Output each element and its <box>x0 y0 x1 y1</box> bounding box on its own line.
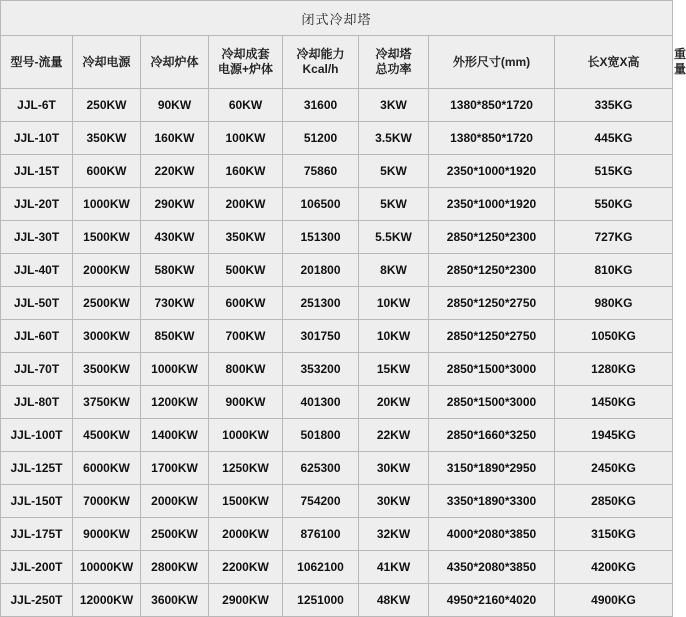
cell-r8-c6: 2850*1500*3000 <box>429 353 555 386</box>
cell-r9-c5: 20KW <box>359 386 429 419</box>
cell-r5-c6: 2850*1250*2300 <box>429 254 555 287</box>
cell-r10-c2: 1400KW <box>141 419 209 452</box>
cell-r9-c3: 900KW <box>209 386 283 419</box>
cell-r15-c5: 48KW <box>359 584 429 617</box>
cell-r14-c7: 4200KG <box>555 551 673 584</box>
cell-r8-c7: 1280KG <box>555 353 673 386</box>
column-header-2 <box>141 36 209 89</box>
cell-r3-c0: JJL-20T <box>1 188 73 221</box>
cell-r15-c3: 2900KW <box>209 584 283 617</box>
column-header-line1-1: 冷却电源 <box>82 54 131 69</box>
cell-r9-c0: JJL-80T <box>1 386 73 419</box>
cell-r8-c4: 353200 <box>283 353 359 386</box>
cell-r5-c4: 201800 <box>283 254 359 287</box>
table-row <box>1 518 673 551</box>
column-header-1 <box>73 36 141 89</box>
cell-r7-c6: 2850*1250*2750 <box>429 320 555 353</box>
cell-r1-c0: JJL-10T <box>1 122 73 155</box>
cell-r1-c5: 3.5KW <box>359 122 429 155</box>
table-row <box>1 254 673 287</box>
cell-r1-c2: 160KW <box>141 122 209 155</box>
cell-r1-c7: 445KG <box>555 122 673 155</box>
cell-r2-c5: 5KW <box>359 155 429 188</box>
table-row <box>1 485 673 518</box>
cell-r7-c2: 850KW <box>141 320 209 353</box>
cell-r8-c1: 3500KW <box>73 353 141 386</box>
cell-r3-c6: 2350*1000*1920 <box>429 188 555 221</box>
table-row <box>1 386 673 419</box>
cell-r3-c7: 550KG <box>555 188 673 221</box>
cell-r14-c0: JJL-200T <box>1 551 73 584</box>
cell-r15-c6: 4950*2160*4020 <box>429 584 555 617</box>
column-header-4 <box>283 36 359 89</box>
cell-r6-c5: 10KW <box>359 287 429 320</box>
cell-r12-c1: 7000KW <box>73 485 141 518</box>
cell-r7-c7: 1050KG <box>555 320 673 353</box>
cell-r6-c7: 980KG <box>555 287 673 320</box>
table-row <box>1 221 673 254</box>
cell-r7-c1: 3000KW <box>73 320 141 353</box>
cell-r8-c3: 800KW <box>209 353 283 386</box>
cell-r9-c7: 1450KG <box>555 386 673 419</box>
cell-r2-c1: 600KW <box>73 155 141 188</box>
cell-r4-c7: 727KG <box>555 221 673 254</box>
cell-r4-c5: 5.5KW <box>359 221 429 254</box>
cell-r5-c5: 8KW <box>359 254 429 287</box>
cell-r12-c3: 1500KW <box>209 485 283 518</box>
cell-r9-c2: 1200KW <box>141 386 209 419</box>
cell-r14-c2: 2800KW <box>141 551 209 584</box>
cell-r6-c3: 600KW <box>209 287 283 320</box>
column-header-7 <box>555 36 673 89</box>
cell-r2-c7: 515KG <box>555 155 673 188</box>
cell-r8-c5: 15KW <box>359 353 429 386</box>
cell-r13-c2: 2500KW <box>141 518 209 551</box>
column-header-line1-0: 型号-流量 <box>10 54 63 69</box>
cell-r11-c4: 625300 <box>283 452 359 485</box>
cell-r7-c3: 700KW <box>209 320 283 353</box>
cell-r14-c6: 4350*2080*3850 <box>429 551 555 584</box>
cell-r13-c7: 3150KG <box>555 518 673 551</box>
cell-r4-c0: JJL-30T <box>1 221 73 254</box>
cell-r0-c7: 335KG <box>555 89 673 122</box>
cell-r11-c3: 1250KW <box>209 452 283 485</box>
cell-r4-c2: 430KW <box>141 221 209 254</box>
cell-r11-c0: JJL-125T <box>1 452 73 485</box>
cell-r0-c0: JJL-6T <box>1 89 73 122</box>
cell-r1-c3: 100KW <box>209 122 283 155</box>
table-row <box>1 122 673 155</box>
cell-r3-c4: 106500 <box>283 188 359 221</box>
cell-r7-c0: JJL-60T <box>1 320 73 353</box>
column-header-3 <box>209 36 283 89</box>
column-header-line2-5: 总功率 <box>375 62 412 76</box>
cell-r8-c2: 1000KW <box>141 353 209 386</box>
cell-r14-c1: 10000KW <box>73 551 141 584</box>
cell-r3-c1: 1000KW <box>73 188 141 221</box>
table-row <box>1 89 673 122</box>
cell-r2-c0: JJL-15T <box>1 155 73 188</box>
table-row <box>1 320 673 353</box>
cell-r13-c0: JJL-175T <box>1 518 73 551</box>
cell-r0-c3: 60KW <box>209 89 283 122</box>
column-header-line1-2: 冷却炉体 <box>150 54 199 69</box>
cell-r1-c6: 1380*850*1720 <box>429 122 555 155</box>
cell-r5-c2: 580KW <box>141 254 209 287</box>
cell-r10-c7: 1945KG <box>555 419 673 452</box>
cell-r9-c4: 401300 <box>283 386 359 419</box>
cell-r1-c4: 51200 <box>283 122 359 155</box>
column-header-5 <box>359 36 429 89</box>
column-header-line1-6: 外形尺寸(mm) <box>452 54 531 69</box>
cell-r15-c2: 3600KW <box>141 584 209 617</box>
cell-r12-c0: JJL-150T <box>1 485 73 518</box>
cell-r14-c5: 41KW <box>359 551 429 584</box>
cell-r0-c5: 3KW <box>359 89 429 122</box>
cell-r5-c7: 810KG <box>555 254 673 287</box>
table-row <box>1 584 673 617</box>
cell-r15-c4: 1251000 <box>283 584 359 617</box>
cell-r6-c4: 251300 <box>283 287 359 320</box>
cell-r12-c4: 754200 <box>283 485 359 518</box>
column-header-line1-3: 冷却成套 <box>221 47 270 61</box>
cell-r10-c3: 1000KW <box>209 419 283 452</box>
cell-r13-c3: 2000KW <box>209 518 283 551</box>
column-header-line1-4: 冷却能力 <box>296 47 345 61</box>
cell-r10-c5: 22KW <box>359 419 429 452</box>
cell-r3-c5: 5KW <box>359 188 429 221</box>
cell-r7-c5: 10KW <box>359 320 429 353</box>
cell-r5-c1: 2000KW <box>73 254 141 287</box>
cell-r2-c4: 75860 <box>283 155 359 188</box>
cell-r15-c1: 12000KW <box>73 584 141 617</box>
column-header-6 <box>429 36 555 89</box>
cell-r2-c2: 220KW <box>141 155 209 188</box>
cell-r3-c2: 290KW <box>141 188 209 221</box>
table-row <box>1 419 673 452</box>
cell-r15-c0: JJL-250T <box>1 584 73 617</box>
cell-r13-c5: 32KW <box>359 518 429 551</box>
cell-r0-c1: 250KW <box>73 89 141 122</box>
cell-r4-c6: 2850*1250*2300 <box>429 221 555 254</box>
cell-r14-c4: 1062100 <box>283 551 359 584</box>
cell-r0-c2: 90KW <box>141 89 209 122</box>
cell-r12-c2: 2000KW <box>141 485 209 518</box>
cell-r6-c2: 730KW <box>141 287 209 320</box>
column-header-line1-5: 冷却塔 <box>375 47 412 61</box>
cell-r3-c3: 200KW <box>209 188 283 221</box>
cell-r8-c0: JJL-70T <box>1 353 73 386</box>
cell-r10-c0: JJL-100T <box>1 419 73 452</box>
cell-r4-c1: 1500KW <box>73 221 141 254</box>
table-title-row <box>1 1 673 36</box>
cell-r12-c5: 30KW <box>359 485 429 518</box>
cell-r6-c0: JJL-50T <box>1 287 73 320</box>
cell-r11-c5: 30KW <box>359 452 429 485</box>
cell-r15-c7: 4900KG <box>555 584 673 617</box>
cell-r9-c1: 3750KW <box>73 386 141 419</box>
cell-r11-c1: 6000KW <box>73 452 141 485</box>
cell-r6-c1: 2500KW <box>73 287 141 320</box>
cell-r13-c4: 876100 <box>283 518 359 551</box>
cell-r12-c7: 2850KG <box>555 485 673 518</box>
cell-r5-c3: 500KW <box>209 254 283 287</box>
cell-r2-c3: 160KW <box>209 155 283 188</box>
cell-r11-c6: 3150*1890*2950 <box>429 452 555 485</box>
table-row <box>1 551 673 584</box>
cell-r4-c3: 350KW <box>209 221 283 254</box>
table-row <box>1 452 673 485</box>
column-header-line2-3: 电源+炉体 <box>217 62 273 76</box>
cell-r6-c6: 2850*1250*2750 <box>429 287 555 320</box>
table-row <box>1 353 673 386</box>
cell-r13-c1: 9000KW <box>73 518 141 551</box>
cell-r2-c6: 2350*1000*1920 <box>429 155 555 188</box>
table-row <box>1 155 673 188</box>
table-row <box>1 188 673 221</box>
column-header-line1-7: 长X宽X高 <box>587 54 640 69</box>
table-header-row: 型号-流量 冷却电源 冷却炉体 冷却成套 电源+炉体 冷却能力 Kcal/h 冷却塔 总功率 外形尺寸(mm) 长X宽X高 重量 <box>1 36 673 89</box>
cell-r13-c6: 4000*2080*3850 <box>429 518 555 551</box>
cell-r14-c3: 2200KW <box>209 551 283 584</box>
cell-r7-c4: 301750 <box>283 320 359 353</box>
cell-r0-c6: 1380*850*1720 <box>429 89 555 122</box>
cell-r4-c4: 151300 <box>283 221 359 254</box>
column-header-0 <box>1 36 73 89</box>
cell-r11-c7: 2450KG <box>555 452 673 485</box>
column-header-line2-4: Kcal/h <box>302 62 339 76</box>
cell-r11-c2: 1700KW <box>141 452 209 485</box>
cell-r0-c4: 31600 <box>283 89 359 122</box>
table-title: 闭式冷却塔 <box>1 1 673 36</box>
cell-r1-c1: 350KW <box>73 122 141 155</box>
cell-r10-c4: 501800 <box>283 419 359 452</box>
cell-r10-c1: 4500KW <box>73 419 141 452</box>
cell-r9-c6: 2850*1500*3000 <box>429 386 555 419</box>
cell-r5-c0: JJL-40T <box>1 254 73 287</box>
cell-r12-c6: 3350*1890*3300 <box>429 485 555 518</box>
cell-r10-c6: 2850*1660*3250 <box>429 419 555 452</box>
table-row <box>1 287 673 320</box>
